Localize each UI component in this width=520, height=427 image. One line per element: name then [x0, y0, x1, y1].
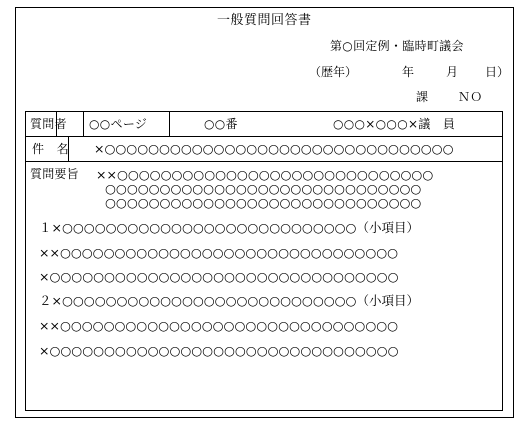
session-name: 第○回定例・臨時町議会 [330, 39, 464, 53]
body-line-9: ×○○○○○○○○○○○○○○○○○○○○○○○○○○○○○○○○ [39, 343, 399, 358]
body-line-2: ○○○○○○○○○○○○○○○○○○○○○○○○○○○○○ [105, 181, 422, 196]
asker-label: 質問者 [30, 117, 67, 131]
date-line [309, 65, 509, 79]
body-line-5: ××○○○○○○○○○○○○○○○○○○○○○○○○○○○○○○○ [39, 245, 399, 260]
question-table [25, 111, 503, 411]
row-divider-2 [26, 161, 502, 162]
dept-label: 課 [416, 90, 429, 104]
page-ref: ○○ページ [89, 117, 148, 131]
date-month: 月 [446, 65, 459, 79]
body-line-7: ２×○○○○○○○○○○○○○○○○○○○○○○○○○○○（小項目） [39, 293, 419, 308]
body-line-3: ○○○○○○○○○○○○○○○○○○○○○○○○○○○○○ [105, 195, 422, 210]
body-line-8: ××○○○○○○○○○○○○○○○○○○○○○○○○○○○○○○○ [39, 318, 399, 333]
subject-value: ×○○○○○○○○○○○○○○○○○○○○○○○○○○○○○○○○ [94, 141, 454, 156]
date-year: 年 [402, 65, 415, 79]
date-day: 日） [485, 65, 510, 79]
col-divider-3 [169, 112, 170, 136]
dept-line [416, 90, 496, 104]
body-line-4: １×○○○○○○○○○○○○○○○○○○○○○○○○○○○（小項目） [39, 220, 419, 235]
member-name: ○○○×○○○×議 員 [333, 117, 456, 131]
body-label: 質問要旨 [30, 167, 79, 181]
document-title: 一般質問回答書 [217, 13, 312, 28]
body-line-1: ××○○○○○○○○○○○○○○○○○○○○○○○○○○○○○ [96, 167, 434, 182]
body-line-6: ×○○○○○○○○○○○○○○○○○○○○○○○○○○○○○○○○ [39, 269, 399, 284]
member-number: ○○番 [204, 117, 238, 131]
col-divider-2 [83, 112, 84, 136]
dept-no-label: ＮＯ [458, 90, 483, 104]
row-divider-1 [26, 136, 502, 137]
date-era: （歴年） [309, 65, 358, 79]
subject-label: 件 名 [32, 142, 69, 156]
